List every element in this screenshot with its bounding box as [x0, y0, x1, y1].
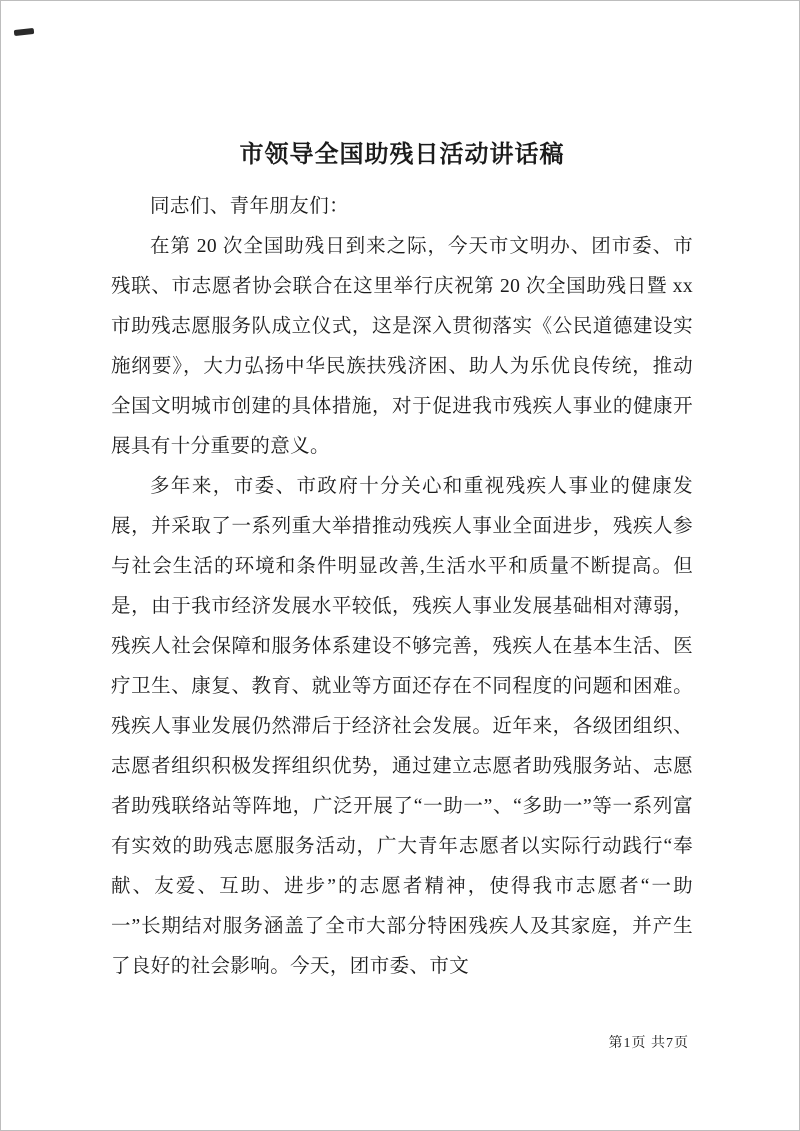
corner-ink-mark: [14, 28, 35, 36]
body-paragraph-2: 多年来，市委、市政府十分关心和重视残疾人事业的健康发展，并采取了一系列重大举措推动残疾人事业全面进步，残疾人参与社会生活的环境和条件明显改善,生活水平和质量不断提高。但是，由于我市经济发展水平较低，残疾人事业发展基础相对薄弱，残疾人社会保障和服务体系建设不够完善，残疾人在基本生活、医疗卫生、康复、教育、就业等方面还存在不同程度的问题和困难。残疾人事业发展仍然滞后于经济社会发展。近年来，各级团组织、志愿者组织积极发挥组织优势，通过建立志愿者助残服务站、志愿者助残联络站等阵地，广泛开展了“一助一”、“多助一”等一系列富有实效的助残志愿服务活动，广大青年志愿者以实际行动践行“奉献、友爱、互助、进步”的志愿者精神，使得我市志愿者“一助一”长期结对服务涵盖了全市大部分特困残疾人及其家庭，并产生了良好的社会影响。今天，团市委、市文: [111, 476, 693, 978]
page-number-footer: 第1页 共7页: [608, 1036, 689, 1051]
page-title: 市领导全国助残日活动讲话稿: [239, 142, 565, 168]
salutation-paragraph: 同志们、青年朋友们：: [150, 196, 350, 218]
body-paragraph-1: 在第 20 次全国助残日到来之际，今天市文明办、团市委、市残联、市志愿者协会联合在这里举行庆祝第 20 次全国助残日暨 xx 市助残志愿服务队成立仪式，这是深入贯彻落实《公民道德建设实施纲要》，大力弘扬中华民族扶残济困、助人为乐优良传统，推动全国文明城市创建的具体措施，对于促进我市残疾人事业的健康开展具有十分重要的意义。: [111, 236, 693, 458]
